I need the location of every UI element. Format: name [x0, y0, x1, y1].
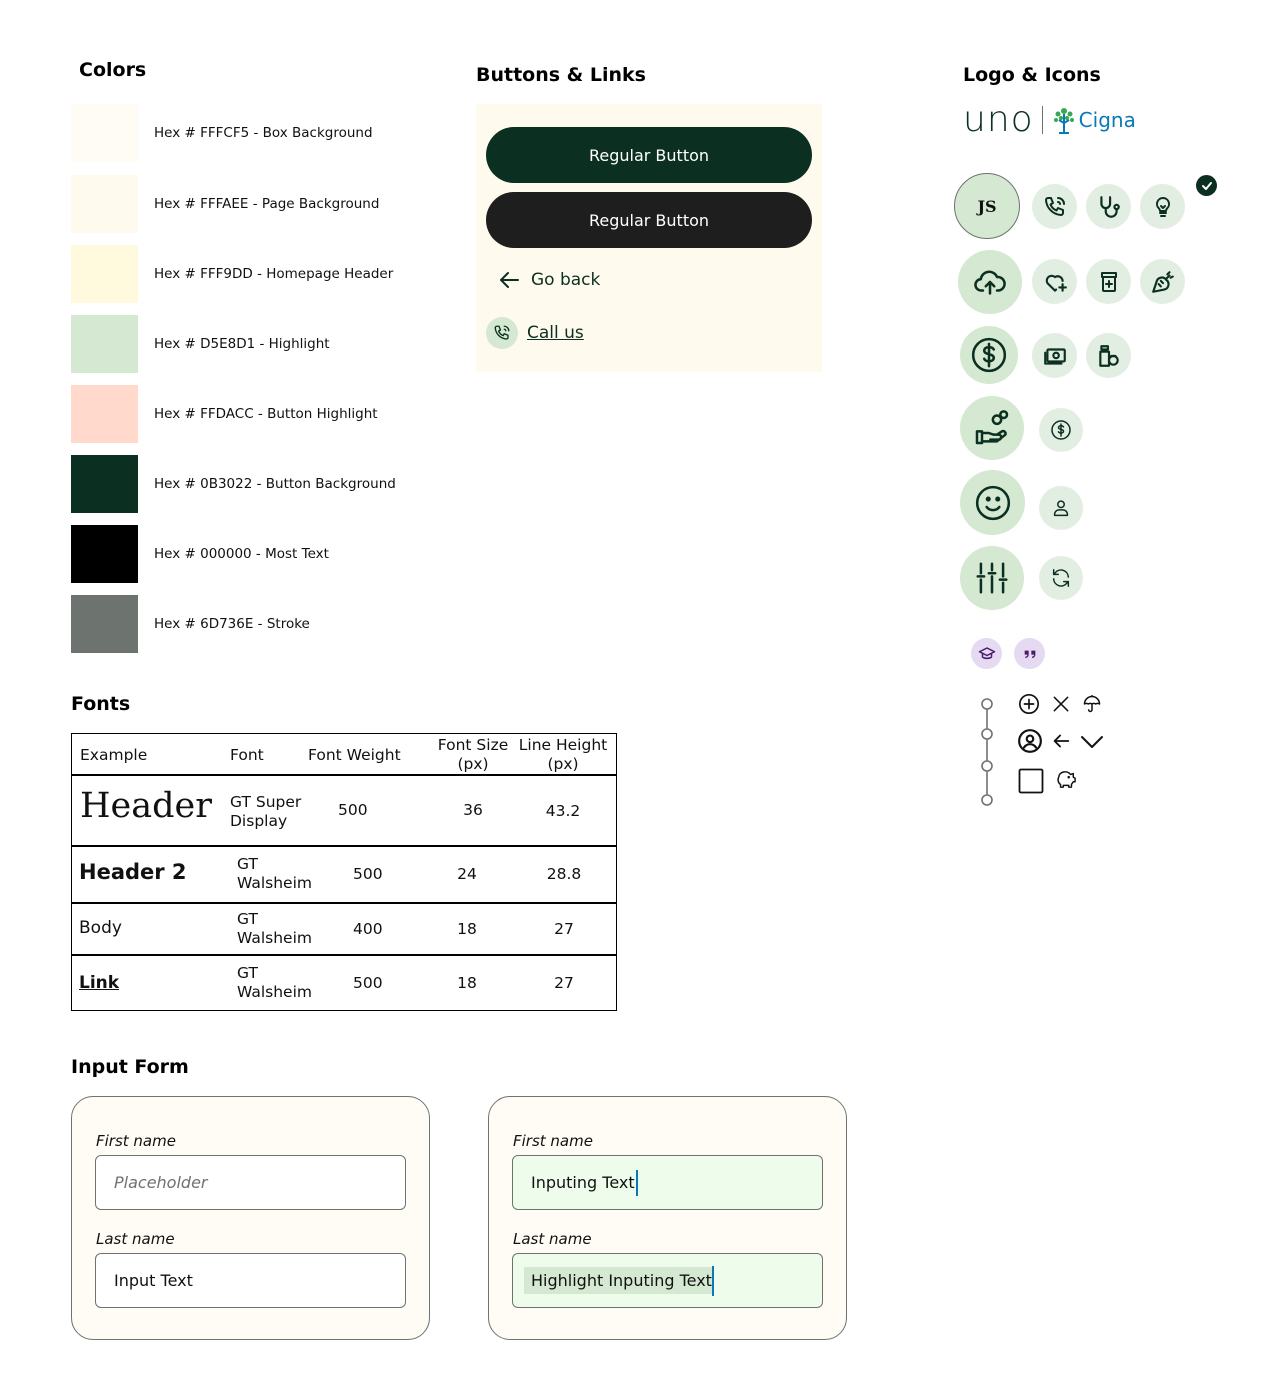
line-height-value: 43.2 — [545, 802, 581, 820]
font-example-header-2: Header 2 — [79, 860, 187, 884]
cash-icon — [1032, 333, 1077, 378]
graduation-cap-icon — [971, 638, 1002, 669]
first-name-field[interactable] — [512, 1155, 823, 1210]
input-form-title: Input Form — [71, 1056, 189, 1078]
user-circle-icon — [1016, 727, 1043, 754]
line-height-value: 27 — [554, 920, 574, 938]
logo-divider — [1042, 106, 1043, 134]
umbrella-icon — [1080, 692, 1104, 716]
table-divider — [72, 774, 616, 776]
last-name-field[interactable] — [95, 1253, 406, 1308]
close-icon[interactable] — [1049, 692, 1073, 716]
column-header-font-weight: Font Weight — [308, 746, 401, 764]
color-swatch — [71, 315, 138, 373]
color-swatch — [71, 175, 138, 233]
color-swatch-label: Hex # FFFCF5 - Box Background — [154, 125, 373, 141]
color-swatch — [71, 525, 138, 583]
first-name-label: First name — [96, 1132, 176, 1150]
font-example-body: Body — [79, 918, 122, 938]
column-header-font: Font — [230, 746, 264, 764]
regular-button-dark[interactable]: Regular Button — [486, 192, 812, 248]
font-name-line2: Walsheim — [237, 983, 312, 1001]
font-name-line1: GT — [237, 910, 258, 928]
font-weight-value: 400 — [353, 920, 383, 938]
cigna-wordmark: Cigna — [1078, 108, 1136, 132]
color-swatch-label: Hex # 0B3022 - Button Background — [154, 476, 396, 492]
dollar-small-icon — [1039, 408, 1083, 452]
font-example-link[interactable]: Link — [79, 973, 120, 993]
sliders-icon — [960, 546, 1024, 610]
font-size-value: 18 — [457, 974, 477, 992]
table-divider — [72, 902, 616, 904]
font-name-line2: Walsheim — [237, 929, 312, 947]
checkbox-icon[interactable] — [1017, 767, 1044, 794]
first-name-value: Inputing Text — [531, 1173, 635, 1192]
last-name-label: Last name — [513, 1230, 592, 1248]
phone-icon — [486, 317, 518, 349]
arrow-left-icon[interactable] — [1049, 729, 1073, 753]
arrow-left-icon — [498, 270, 520, 290]
line-height-value: 28.8 — [546, 865, 582, 883]
color-swatch — [71, 455, 138, 513]
hand-coins-icon — [960, 396, 1024, 460]
font-example-header: Header — [80, 786, 212, 826]
dollar-circle-icon — [960, 326, 1018, 384]
column-header-line-height: Line Height — [518, 736, 608, 754]
color-swatch — [71, 385, 138, 443]
form-card-active — [488, 1096, 847, 1340]
carrot-icon — [1140, 259, 1185, 304]
last-name-highlighted-value: Highlight Inputing Text — [524, 1267, 712, 1294]
font-name-line1: GT — [237, 855, 258, 873]
buttons-links-title: Buttons & Links — [476, 64, 646, 86]
last-name-value: Input Text — [114, 1271, 193, 1290]
color-swatch — [71, 595, 138, 653]
call-us-label: Call us — [527, 323, 584, 343]
font-weight-value: 500 — [353, 865, 383, 883]
color-swatch-label: Hex # FFFAEE - Page Background — [154, 196, 380, 212]
last-name-field[interactable] — [512, 1253, 823, 1308]
medicine-icon — [1086, 333, 1131, 378]
column-header-example: Example — [80, 746, 148, 764]
table-divider — [72, 845, 616, 847]
heart-plus-icon — [1032, 259, 1077, 304]
uno-cigna-logo — [963, 99, 1136, 140]
quote-icon — [1014, 638, 1045, 669]
text-cursor — [712, 1266, 714, 1296]
line-height-value: 27 — [554, 974, 574, 992]
last-name-label: Last name — [96, 1230, 175, 1248]
call-us-link[interactable] — [486, 317, 584, 349]
font-name-line1: GT — [237, 964, 258, 982]
font-size-value: 36 — [463, 801, 483, 819]
column-header-font-size: Font Size — [437, 736, 509, 754]
avatar-initials: JS — [977, 196, 997, 216]
color-swatch-label: Hex # FFF9DD - Homepage Header — [154, 266, 394, 282]
check-badge-icon — [1196, 175, 1217, 196]
stethoscope-icon — [1086, 184, 1131, 229]
buttons-panel — [476, 104, 822, 372]
font-size-value: 24 — [457, 865, 477, 883]
colors-title: Colors — [79, 59, 147, 81]
color-swatch-label: Hex # D5E8D1 - Highlight — [154, 336, 330, 352]
chevron-down-icon[interactable] — [1079, 729, 1105, 753]
smiley-icon — [960, 470, 1025, 535]
phone-icon — [1032, 184, 1077, 229]
color-swatch — [71, 104, 138, 162]
form-card-default — [71, 1096, 430, 1340]
font-name-line1: GT Super — [230, 793, 302, 811]
first-name-placeholder: Placeholder — [114, 1173, 208, 1192]
column-header-font-size-unit: (px) — [457, 755, 489, 773]
regular-button-primary[interactable]: Regular Button — [486, 127, 812, 183]
first-name-field[interactable] — [95, 1155, 406, 1210]
color-swatch — [71, 245, 138, 303]
color-swatch-label: Hex # 6D736E - Stroke — [154, 616, 310, 632]
color-swatch-label: Hex # 000000 - Most Text — [154, 546, 329, 562]
stepper-icon — [978, 696, 996, 808]
font-weight-value: 500 — [353, 974, 383, 992]
plus-circle-icon[interactable] — [1017, 692, 1041, 716]
table-divider — [72, 954, 616, 956]
lightbulb-icon — [1140, 184, 1185, 229]
fonts-table — [71, 733, 617, 1011]
uno-wordmark: uno — [963, 99, 1034, 140]
fonts-title: Fonts — [71, 693, 131, 715]
font-weight-value: 500 — [338, 801, 368, 819]
go-back-link[interactable] — [498, 270, 600, 290]
text-cursor — [636, 1170, 638, 1196]
go-back-label: Go back — [531, 270, 601, 290]
user-icon — [1039, 486, 1083, 530]
cigna-tree-icon — [1051, 105, 1077, 135]
font-name-line2: Display — [230, 812, 288, 830]
color-swatch-label: Hex # FFDACC - Button Highlight — [154, 406, 378, 422]
logo-icons-title: Logo & Icons — [963, 64, 1101, 86]
avatar[interactable] — [954, 173, 1020, 239]
piggy-bank-icon — [1054, 768, 1078, 790]
cloud-upload-icon — [958, 250, 1022, 314]
refresh-icon — [1039, 556, 1083, 600]
first-name-label: First name — [513, 1132, 593, 1150]
font-name-line2: Walsheim — [237, 874, 312, 892]
font-size-value: 18 — [457, 920, 477, 938]
column-header-line-height-unit: (px) — [547, 755, 579, 773]
pill-bottle-icon — [1086, 259, 1131, 304]
